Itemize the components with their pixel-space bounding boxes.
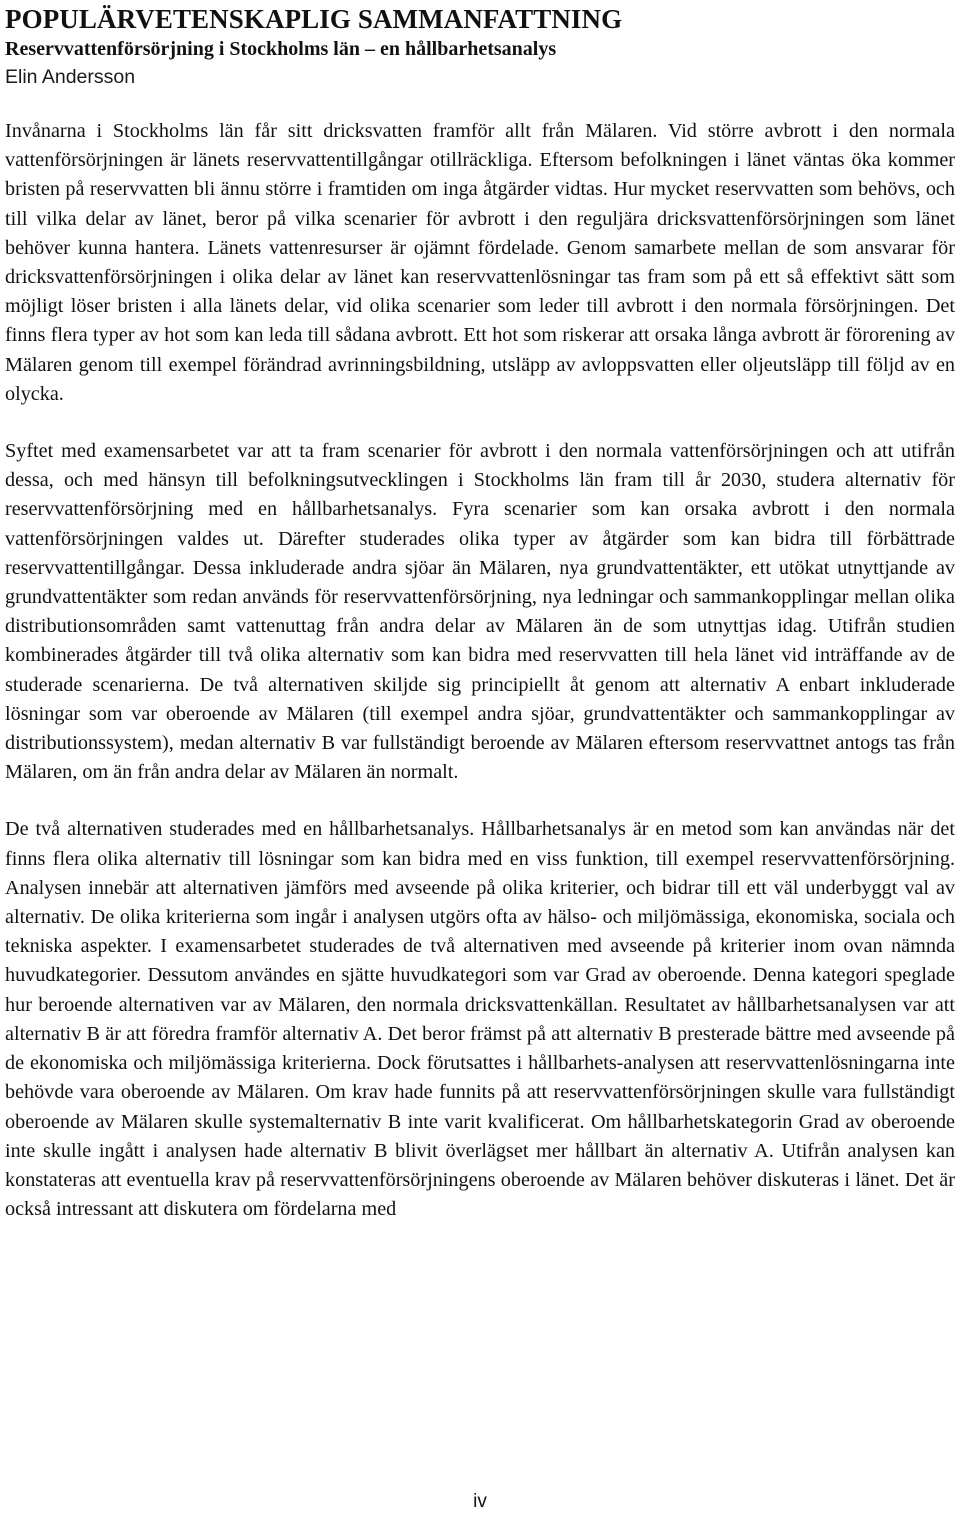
document-title: POPULÄRVETENSKAPLIG SAMMANFATTNING bbox=[5, 4, 623, 34]
paragraph-purpose: Syftet med examensarbetet var att ta fram scenarier för avbrott i den normala vattenförsörjningen och att utifrån dessa, och med hänsyn till befolkningsutvecklingen i Stockholms län fram till år 2030, studera alternativ för reservvattenförsörjning med en hållbarhetsanalys. Fyra scenarier som kan orsaka avbrott i den normala vattenförsörjningen valdes ut. Därefter studerades olika typer av åtgärder som kan bidra till förbättrade reservvattentillgångar. Dessa inkluderade andra sjöar än Mälaren, nya grundvattentäkter, ett utökat utnyttjande av grundvattentäkter som redan används för reservvattenförsörjning, nya ledningar och sammankopplingar mellan olika distributionsområden samt vattenuttag från andra delar av Mälaren än de som utnyttjas idag. Utifrån studien kombinerades åtgärder till två olika alternativ som kan bidra med reservvatten till hela länet vid inträffande av de studerade scenarierna. De två alternativen skiljde sig principiellt åt genom att alternativ A enbart inkluderade lösningar som var oberoende av Mälaren (till exempel andra sjöar, grundvattentäkter och sammankopplingar av distributionssystem), medan alternativ B var fullständigt beroende av Mälaren eftersom reservvattnet antogs tas från Mälaren, om än från andra delar av Mälaren än normalt. bbox=[5, 440, 955, 784]
document-page bbox=[5, 0, 955, 1224]
author-name: Elin Andersson bbox=[5, 66, 136, 88]
paragraph-intro: Invånarna i Stockholms län får sitt dricksvatten framför allt från Mälaren. Vid större avbrott i den normala vattenförsörjningen är länets reservvattentillgångar otillräckliga. Eftersom befolkningen i länet väntas öka kommer bristen på reservvatten bli ännu större i framtiden om inga åtgärder vidtas. Hur mycket reservvatten som behövs, och till vilka delar av länet, beror på vilka scenarier för avbrott i den reguljära dricksvattenförsörjningen som länet behöver kunna hantera. Länets vattenresurser är ojämnt fördelade. Genom samarbete mellan de som ansvarar för dricksvattenförsörjningen i olika delar av länet kan reservvattenlösningar tas fram som på ett så effektivt sätt som möjligt löser bristen i alla länets delar, vid olika scenarier som leder till avbrott i den normala försörjningen. Det finns flera typer av hot som kan leda till sådana avbrott. Ett hot som riskerar att orsaka långa avbrott är förorening av Mälaren genom till exempel förändrad avrinningsbildning, utsläpp av avloppsvatten eller oljeutsläpp till följd av en olycka. bbox=[5, 120, 955, 405]
page-number: iv bbox=[473, 1491, 487, 1512]
paragraph-analysis: De två alternativen studerades med en hållbarhetsanalys. Hållbarhetsanalys är en metod som kan användas när det finns flera olika alternativ till lösningar som kan bidra med en viss funktion, till exempel reservvattenförsörjning. Analysen innebär att alternativen jämförs med avseende på olika kriterier, och bidrar till ett väl underbyggt val av alternativ. De olika kriterierna som ingår i analysen utgörs ofta av hälso- och miljömässiga, ekonomiska, sociala och tekniska aspekter. I examensarbetet studerades de två alternativen med avseende på kriterier inom ovan nämnda huvudkategorier. Dessutom användes en sjätte huvudkategori som var Grad av oberoende. Denna kategori speglade hur beroende alternativen var av Mälaren, den normala dricksvattenkällan. Resultatet av hållbarhetsanalysen var att alternativ B är att föredra framför alternativ A. Det beror främst på att alternativ B presterade bättre med avseende på de ekonomiska och miljömässiga kriterierna. Dock förutsattes i hållbarhets-analysen att reservvattenlösningarna inte behövde vara oberoende av Mälaren. Om krav hade funnits på att reservvattenförsörjningen skulle vara fullständigt oberoende av Mälaren skulle systemalternativ B inte varit kvalificerat. Om hållbarhetskategorin Grad av oberoende inte skulle ingått i analysen hade alternativ B blivit överlägset mer hållbart än alternativ A. Utifrån analysen kan konstateras att eventuella krav på reservvattenförsörjningens oberoende av Mälaren behöver diskuteras i länet. Det är också intressant att diskutera om fördelarna med bbox=[5, 818, 955, 1221]
document-subtitle: Reservvattenförsörjning i Stockholms län – en hållbarhetsanalys bbox=[5, 38, 557, 60]
